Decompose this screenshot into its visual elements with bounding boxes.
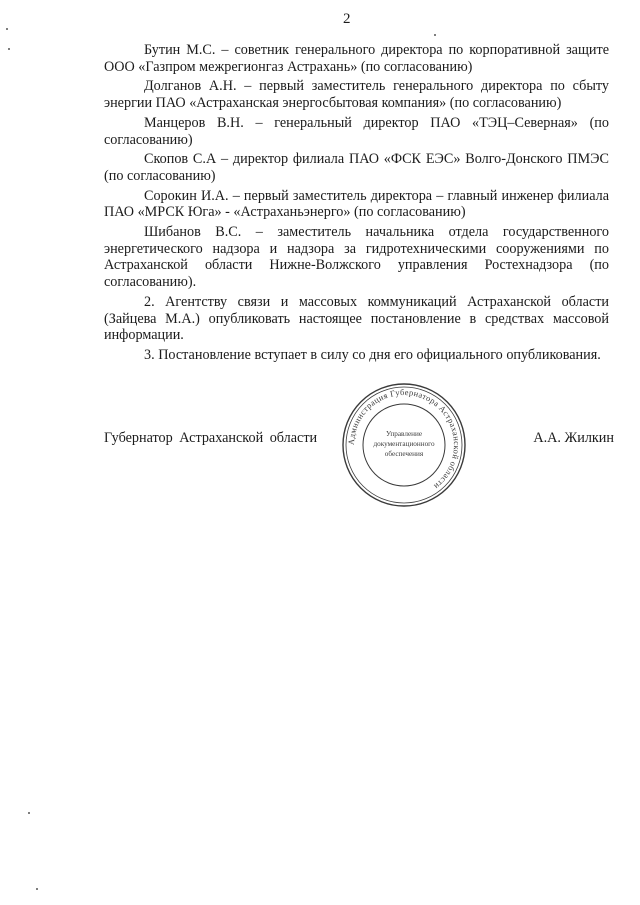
svg-text:документационного: документационного [373, 440, 435, 448]
scan-speck [36, 888, 38, 890]
scan-speck [28, 812, 30, 814]
signatory-title: Губернатор Астраханской области [104, 430, 318, 446]
member-sorokin: Сорокин И.А. – первый заместитель директора – главный инженер филиала ПАО «МРСК Юга» - «Астраханьэнерго» (по согласованию) [104, 187, 609, 221]
member-shibanov: Шибанов В.С. – заместитель начальника отдела государственного энергетического надзора и надзора за гидротехническими сооружениями по Астраханской области Нижне-Волжского управления Ростехнадзора (по согласованию). [104, 224, 609, 291]
signatory-name: А.А. Жилкин [533, 430, 614, 446]
clause-2: 2. Агентству связи и массовых коммуникаций Астраханской области (Зайцева М.А.) опубликовать настоящее постановление в средствах массовой информации. [104, 293, 609, 344]
scan-speck [6, 28, 8, 30]
document-body [104, 42, 609, 367]
svg-text:обеспечения: обеспечения [384, 450, 424, 458]
scan-speck [8, 48, 10, 50]
member-butin: Бутин М.С. – советник генерального директора по корпоративной защите ООО «Газпром межрегионгаз Астрахань» (по согласованию) [104, 42, 609, 75]
member-mantserov: Манцеров В.Н. – генеральный директор ПАО «ТЭЦ–Северная» (по согласованию) [104, 114, 609, 148]
stamp-seal-icon [340, 381, 468, 509]
svg-text:Администрация Губернатора Астр: Администрация Губернатора Астраханской области [346, 387, 462, 492]
page-number: 2 [343, 11, 351, 27]
member-dolganov: Долганов А.Н. – первый заместитель генерального директора по сбыту энергии ПАО «Астраханская энергосбытовая компания» (по согласованию) [104, 78, 609, 112]
scan-speck [434, 34, 436, 36]
member-skopov: Скопов С.А – директор филиала ПАО «ФСК ЕЭС» Волго-Донского ПМЭС (по согласованию) [104, 151, 609, 184]
clause-3: 3. Постановление вступает в силу со дня его официального опубликования. [144, 346, 601, 363]
official-stamp [340, 381, 468, 509]
svg-text:Управление: Управление [385, 430, 423, 438]
